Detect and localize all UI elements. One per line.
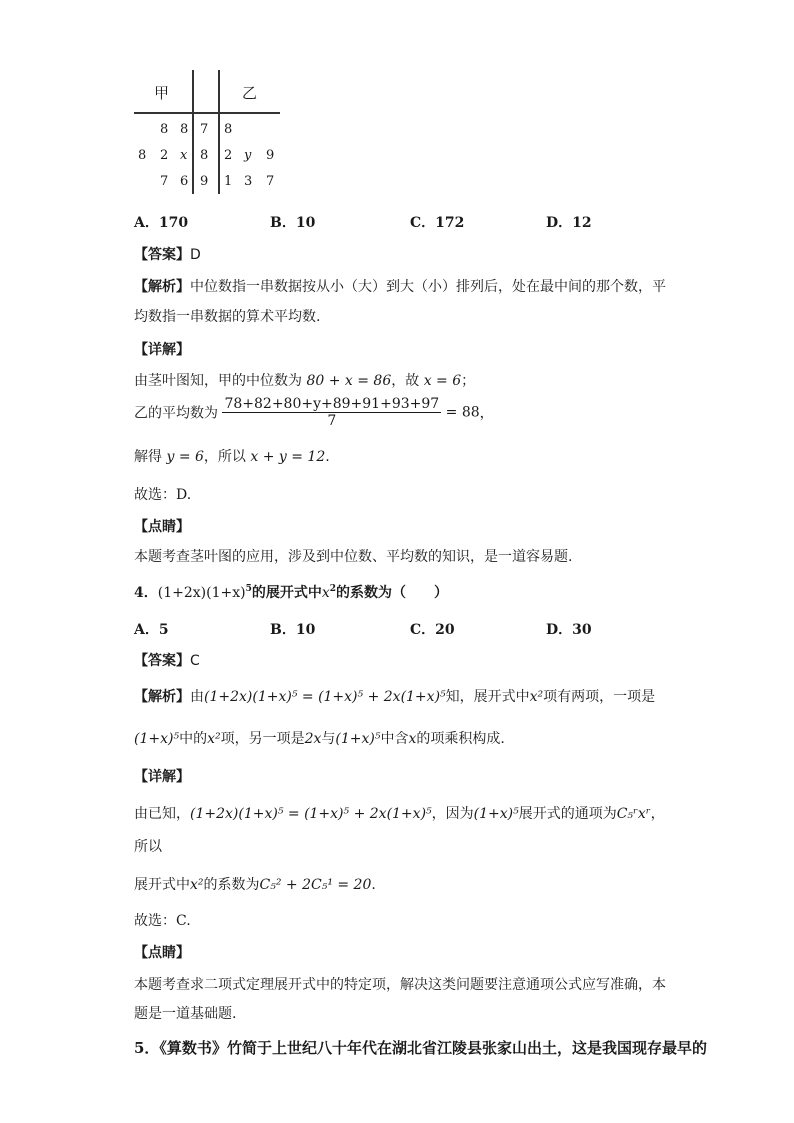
q4-analysis-math: x² [529, 689, 544, 705]
q4-detail-label: 【详解】 [134, 769, 190, 785]
q4-detail-so: 所以 [134, 839, 162, 855]
stem-table-header-left: 甲 [154, 84, 170, 102]
q3-choose: 故选：D. [134, 487, 192, 503]
q4-analysis-math: x² [207, 731, 221, 747]
q3-detail-line1 [134, 370, 475, 390]
q3-detail-math: x = 6 [423, 373, 462, 389]
leaf-left: 8 [180, 122, 189, 137]
q4-var-exponent: 2 [329, 584, 337, 594]
q3-detail-text: ，故 [391, 373, 420, 389]
q3-detail-text: ； [461, 373, 476, 389]
q4-answer: C [190, 653, 200, 669]
q3-detail-math: y = 6 [166, 449, 204, 465]
q3-analysis-line1 [134, 276, 666, 296]
q4-stem-text: 的系数为（ ） [336, 585, 449, 601]
q4-analysis-text: 中的 [179, 731, 208, 747]
q4-analysis-math: (1+x)⁵ [134, 731, 180, 747]
leaf-right: 3 [244, 174, 253, 189]
q4-detail-text: ，因为 [431, 806, 474, 822]
q4-detail-math: C₅ʳxʳ [616, 806, 651, 822]
leaf-right: 9 [266, 148, 275, 163]
q4-analysis-text: 中含 [380, 731, 409, 747]
q3-mean-fraction [222, 396, 441, 429]
q4-detail-text: 由已知， [134, 806, 190, 822]
q4-analysis-line2 [134, 728, 505, 748]
q3-answer-label: 【答案】 [134, 247, 190, 263]
q4-answer-line [134, 650, 200, 670]
q4-analysis-label: 【解析】 [134, 689, 190, 705]
q3-fraction-numerator: 78+82+80+y+89+91+93+97 [224, 396, 440, 412]
q4-comment-line1: 本题考查求二项式定理展开式中的特定项，解决这类问题要注意通项公式应写准确，本 [134, 977, 666, 993]
stem-table-vline-right [218, 70, 220, 194]
q4-detail-text: ， [650, 806, 665, 822]
stem-value: 7 [200, 122, 209, 137]
q3-analysis-line2: 均数指一串数据的算术平均数. [134, 309, 321, 325]
q4-analysis-text: 知，展开式中 [445, 689, 530, 705]
q4-analysis-line1 [134, 686, 655, 706]
q4-analysis-text: 项，另一项是 [220, 731, 305, 747]
q3-option-c: C．172 [410, 215, 465, 231]
q4-comment-label: 【点睛】 [134, 945, 190, 961]
q4-option-c: C．20 [410, 622, 455, 638]
q4-detail-line3 [134, 874, 376, 894]
stem-leaf-table [134, 70, 284, 194]
q3-detail-text: ， [479, 405, 494, 422]
q4-expr-exponent: 5 [245, 584, 252, 594]
q4-comment-line2: 题是一道基础题. [134, 1006, 237, 1022]
q4-analysis-text: 由 [190, 689, 204, 705]
stem-table-hline [134, 112, 280, 114]
q3-detail-math: x + y = 12 [250, 449, 326, 465]
leaf-left: x [180, 148, 188, 163]
q4-analysis-math: x [408, 731, 417, 747]
q3-analysis-text1: 中位数指一串数据按从小（大）到大（小）排列后，处在最中间的那个数，平 [190, 279, 666, 295]
q4-var: x [321, 585, 330, 601]
q3-detail-math: = 88 [445, 404, 480, 421]
q3-comment: 本题考查茎叶图的应用，涉及到中位数、平均数的知识，是一道容易题. [134, 549, 573, 565]
q4-analysis-math: (1+x)⁵ [335, 731, 381, 747]
leaf-right: 8 [224, 122, 233, 137]
q3-comment-label: 【点睛】 [134, 519, 190, 535]
q4-detail-text: . [371, 877, 376, 893]
q3-detail-line2 [134, 396, 494, 429]
q4-number: 4． [134, 585, 158, 601]
q4-analysis-text: 与 [321, 731, 336, 747]
q4-option-a: A．5 [134, 622, 169, 638]
q3-detail-math: 80 + x = 86 [306, 373, 392, 389]
q4-analysis-math: 2x [304, 731, 322, 747]
q3-detail-line3 [134, 446, 330, 466]
q3-option-d: D．12 [546, 215, 592, 231]
stem-table-header-right: 乙 [242, 84, 258, 102]
q4-detail-math: (1+x)⁵ [473, 806, 519, 822]
q3-answer: D [190, 247, 201, 263]
stem-value: 8 [200, 148, 209, 163]
leaf-right: 7 [266, 174, 275, 189]
q4-analysis-text: 的项乘积构成. [416, 731, 505, 747]
leaf-left: 6 [180, 174, 189, 189]
q4-detail-text: 的系数为 [203, 877, 260, 893]
q4-analysis-text: 项有两项，一项是 [543, 689, 656, 705]
stem-value: 9 [200, 174, 209, 189]
leaf-left: 7 [160, 174, 169, 189]
leaf-right: 1 [224, 174, 233, 189]
q4-detail-text: 展开式中 [134, 877, 190, 893]
q4-option-d: D．30 [546, 622, 592, 638]
q4-expr: (1+2x)(1+x) [157, 585, 246, 601]
q3-answer-line [134, 244, 201, 264]
leaf-left: 8 [138, 148, 147, 163]
q4-detail-text: 展开式的通项为 [518, 806, 617, 822]
q4-detail-math: (1+2x)(1+x)⁵ = (1+x)⁵ + 2x(1+x)⁵ [190, 806, 432, 822]
q4-stem [134, 582, 448, 602]
q3-fraction-denominator: 7 [327, 413, 337, 429]
q5-stem: 5．《算数书》竹简于上世纪八十年代在湖北省江陵县张家山出土，这是我国现存最早的 [134, 1039, 707, 1057]
q3-detail-text: 由茎叶图知，甲的中位数为 [134, 373, 302, 389]
q4-answer-label: 【答案】 [134, 653, 190, 669]
q3-detail-text: 解得 [134, 449, 162, 465]
q3-detail-text: . [325, 449, 330, 465]
q4-detail-line1 [134, 803, 665, 823]
leaf-right: y [244, 148, 252, 163]
q4-stem-text: 的展开式中 [251, 585, 322, 601]
q3-detail-text: ，所以 [203, 449, 246, 465]
q4-analysis-math: (1+2x)(1+x)⁵ = (1+x)⁵ + 2x(1+x)⁵ [204, 689, 446, 705]
q3-option-a: A．170 [134, 215, 189, 231]
q3-analysis-label: 【解析】 [134, 279, 190, 295]
q4-choose: 故选：C. [134, 913, 191, 929]
leaf-left: 2 [160, 148, 169, 163]
leaf-right: 2 [224, 148, 233, 163]
q3-detail-text: 乙的平均数为 [134, 405, 218, 422]
q4-option-b: B．10 [270, 622, 316, 638]
q4-detail-math: C₅² + 2C₅¹ = 20 [259, 877, 372, 893]
stem-table-vline-left [192, 70, 194, 194]
q4-detail-math: x² [190, 877, 204, 893]
q3-option-b: B．10 [270, 215, 316, 231]
q3-detail-label: 【详解】 [134, 342, 190, 358]
leaf-left: 8 [160, 122, 169, 137]
